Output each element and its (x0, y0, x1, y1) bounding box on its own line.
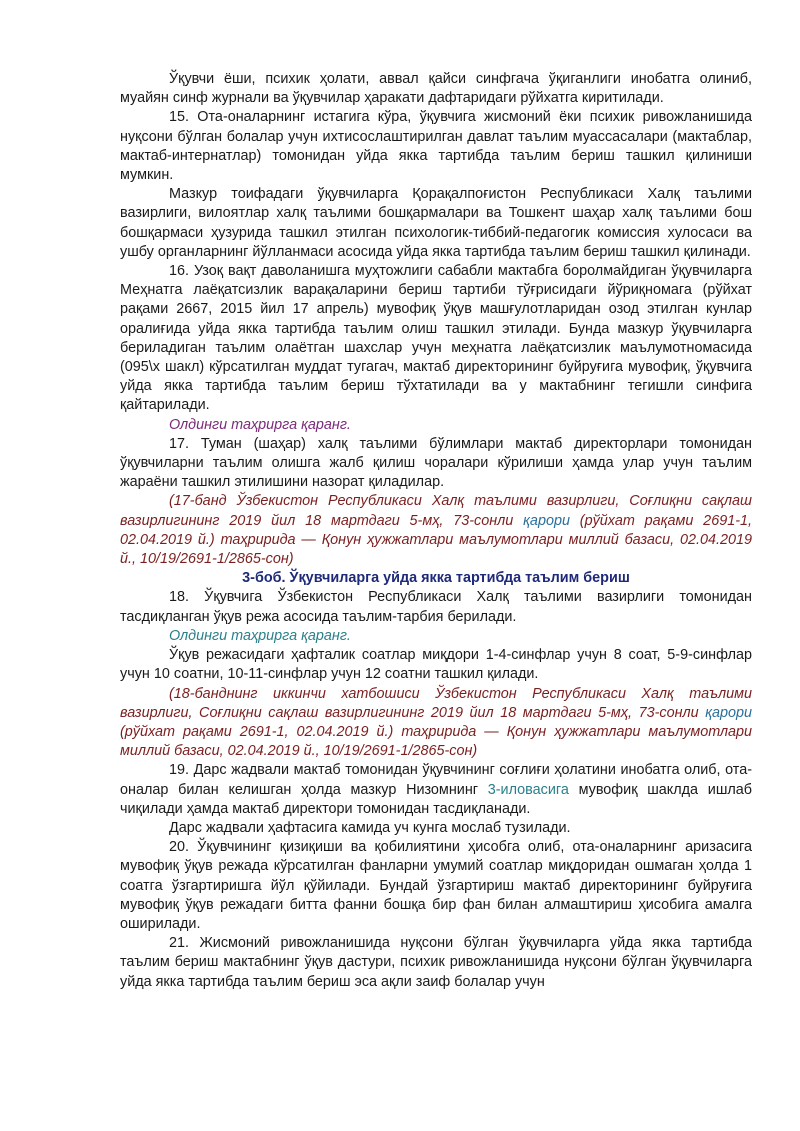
paragraph-19-second: Дарс жадвали ҳафтасига камида уч кунга мослаб тузилади. (169, 819, 571, 836)
resolution-link[interactable]: қарори (523, 512, 570, 529)
reference-note-17 (120, 492, 752, 569)
previous-edition-link-1[interactable]: Олдинги таҳрирга қаранг. (169, 416, 351, 433)
reference-text: (17-банд Ўзбекистон Республикаси Халқ таълими вазирлиги, Соғлиқни сақлаш вазирлигининг 2019 йил 18 мартдаги 5-мҳ, 73-сонли (120, 493, 752, 529)
paragraph-21: 21. Жисмоний ривожланишида нуқсони бўлган ўқувчиларга уйда якка тартибда таълим бериш мактабнинг ўқув дастури, психик ривожланишида нуқсони бўлган ўқувчиларга уйда якка тартибда таълим бериш эса ақли заиф болалар учун (120, 935, 752, 990)
paragraph-15-second: Мазкур тоифадаги ўқувчиларга Қорақалпоғистон Республикаси Халқ таълими вазирлиги, вилоятлар халқ таълими бошқармалари ва Тошкент шаҳар халқ таълими бош бошқармаси ҳузурида ташкил этилган психологик-тиббий-педагогик комиссия хулосаси ва ушбу органларнинг йўлланмаси асосида уйда якка тартибда таълим бериш ташкил қилинади. (120, 186, 752, 260)
chapter-3-heading: 3-боб. Ўқувчиларга уйда якка тартибда таълим бериш (242, 570, 630, 587)
document-body (120, 70, 752, 992)
paragraph-15: 15. Ота-оналарнинг истагига кўра, ўқувчига жисмоний ёки психик ривожланишида нуқсони бўлган болалар учун ихтисослаштирилган давлат таълим муассасалари (мактаблар, мактаб-интернатлар) томонидан уйда якка тартибда таълим бериш ташкил қилиниши мумкин. (120, 109, 752, 184)
paragraph-18: 18. Ўқувчига Ўзбекистон Республикаси Халқ таълими вазирлиги томонидан тасдиқланган ўқув режа асосида таълим-тарбия берилади. (120, 589, 752, 625)
paragraph-17: 17. Туман (шаҳар) халқ таълими бўлимлари мактаб директорлари томонидан ўқувчиларни таълим олишга жалб қилиш чоралари кўрилиши ҳамда улар учун таълим жараёни ташкил этилишини назорат қиладилар. (120, 435, 752, 491)
appendix-3-link[interactable]: 3-иловасига (487, 781, 569, 798)
previous-edition-link-2[interactable]: Олдинги таҳрирга қаранг. (169, 627, 351, 644)
reference-note-18 (120, 685, 752, 762)
reference-text-tail: (рўйхат рақами 2691-1, 02.04.2019 й.) таҳририда — Қонун ҳужжатлари маълумотлари миллий базаси, 02.04.2019 й., 10/19/2691-1/2865-сон) (120, 512, 752, 568)
paragraph-20: 20. Ўқувчининг қизиқиши ва қобилиятини ҳисобга олиб, ота-оналарнинг аризасига мувофиқ ўқув режада кўрсатилган фанларни умумий соатлар миқдоридан ошмаган ҳолда 1 соатга ўзгартиришга йўл қўйилади. Бундай ўзгартириш мактаб директорининг буйруғига мувофиқ ўқув режадаги битта фанни бошқа бир фан билан алмаштириш ҳисобига амалга оширилади. (120, 839, 752, 932)
reference-text: (18-банднинг иккинчи хатбошиси Ўзбекистон Республикаси Халқ таълими вазирлиги, Соғлиқни сақлаш вазирлигининг 2019 йил 18 мартдаги 5-мҳ, 73-сонли (120, 685, 752, 721)
reference-text-tail: (рўйхат рақами 2691-1, 02.04.2019 й.) таҳририда — Қонун ҳужжатлари маълумотлари миллий базаси, 02.04.2019 й., 10/19/2691-1/2865-сон) (120, 723, 752, 760)
paragraph-19 (120, 761, 752, 819)
paragraph-18-second: Ўқув режасидаги ҳафталик соатлар миқдори 1-4-синфлар учун 8 соат, 5-9-синфлар учун 10 соатни, 10-11-синфлар учун 12 соатни ташкил қилади. (120, 647, 752, 683)
paragraph-19-text: 19. Дарс жадвали мактаб томонидан ўқувчининг соғлиғи ҳолатини инобатга олиб, ота-оналар билан келишган ҳолда мазкур Низомнинг (120, 762, 752, 798)
paragraph-16: 16. Узоқ вақт даволанишга муҳтожлиги сабабли мактабга боролмайдиган ўқувчиларга Меҳнатга лаёқатсизлик варақаларини бериш тартиби тўғрисидаги йўриқномага (рўйхат рақами 2667, 2015 йил 17 апрель) мувофиқ ўқув машғулотларидан озод этилган кунлар оралиғида уйда якка тартибда таълим олиш ташкил этилади. Бунда мазкур ўқувчиларга бериладиган таълим олаётган шахслар учун меҳнатга лаёқатсизлик маълумотномасида (095\х шакл) кўрсатилган муддат тугагач, мактаб директорининг буйруғига мувофиқ, ўқувчига уйда якка тартибда таълим бериш тўхтатилади ва у мактабнинг тегишли синфига қайтарилади. (120, 263, 752, 414)
resolution-link[interactable]: қарори (705, 704, 752, 721)
paragraph-19-tail: мувофиқ шаклда ишлаб чиқилади ҳамда мактаб директори томонидан тасдиқланади. (120, 781, 753, 817)
paragraph-intro: Ўқувчи ёши, психик ҳолати, аввал қайси синфгача ўқиганлиги инобатга олиниб, муайян синф журнали ва ўқувчилар ҳаракати дафтаридаги рўйхатга киритилади. (120, 71, 752, 107)
